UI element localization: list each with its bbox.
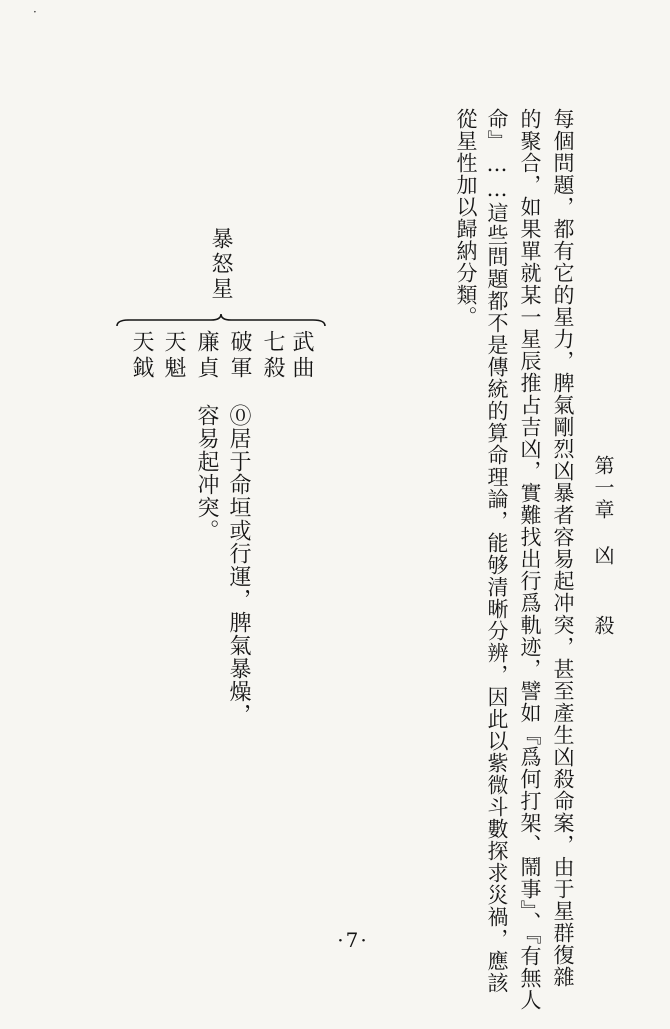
paragraph-line-4: 從星性加以歸納分類。: [454, 108, 478, 328]
star-lianzhen: 廉貞: [194, 330, 219, 382]
chapter-title-char-2: 殺: [591, 615, 615, 637]
paragraph-line-2: 的聚合，如果單就某一星辰推占吉凶，實難找出行爲軌迹，譬如『爲何打架、鬧事』、『有無人: [518, 108, 542, 1011]
group-description-line-1: ⓪居于命垣或行運，脾氣暴燥，: [226, 404, 251, 726]
star-tiankui: 天魁: [161, 330, 186, 382]
paragraph-line-1: 每個問題，都有它的星力，脾氣剛烈凶暴者容易起冲突，甚至產生凶殺命案，由于星群復雜: [551, 108, 575, 988]
star-pojun: 破軍: [227, 330, 252, 382]
star-qisha: 七殺: [260, 330, 285, 382]
chapter-header: [592, 455, 614, 637]
group-brace: [115, 312, 327, 330]
group-description-line-2: 容易起冲突。: [194, 404, 219, 542]
corner-dot: ·: [33, 5, 37, 19]
star-wuqu: 武曲: [289, 330, 314, 382]
chapter-title-char-1: 凶: [591, 545, 615, 567]
group-title: 暴怒星: [208, 227, 233, 302]
star-tianyue: 天鉞: [129, 330, 154, 382]
chapter-label: 第一章: [591, 455, 615, 521]
paragraph-line-3: 命』……這些問題都不是傳統的算命理論，能够清晰分辨，因此以紫微斗數探求災禍，應該: [485, 108, 509, 994]
page-number: ·7·: [337, 928, 369, 952]
